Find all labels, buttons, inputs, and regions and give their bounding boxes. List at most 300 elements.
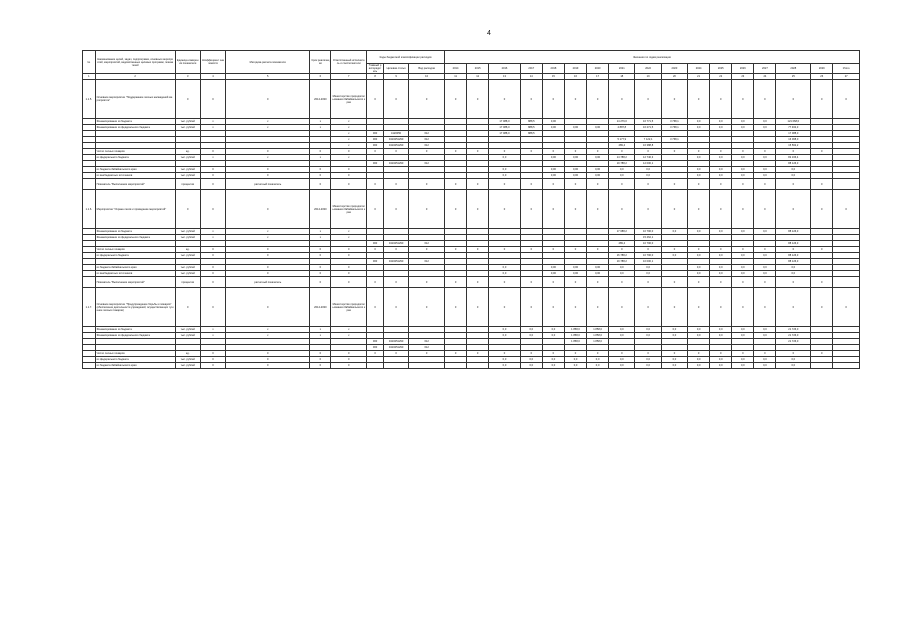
table-cell: 0 [732,179,754,190]
table-cell: 0 [661,247,687,253]
col-header-kbk: Коды бюджетной классификации расходов [367,51,445,64]
table-cell: 0 [688,179,710,190]
table-cell: 0 [587,351,609,357]
table-cell: 0 [489,351,521,357]
table-cell: 0 [310,149,331,155]
table-cell: 12 746,3 [635,155,661,161]
table-cell: 5 177,9 [609,137,635,143]
table-cell: 16 788,2 [609,253,635,259]
table-cell: 0 [331,363,367,369]
table-cell: x [200,229,225,235]
table-cell: x [200,155,225,161]
table-cell: 0 [754,351,776,357]
table-cell: 000 [367,143,384,149]
table-cell: 1.1.6. [83,190,96,229]
table-cell: 0 [175,288,200,327]
table-cell: 0,0 [710,119,732,125]
table-cell: 1 858,0 [564,333,586,339]
table-cell: 0,0 [520,333,542,339]
table-cell: 0 [520,80,542,119]
table-cell: 0 [587,247,609,253]
table-cell: 0,0 [609,167,635,173]
table-cell: x [200,119,225,125]
table-cell: 0 [489,179,521,190]
table-cell: 0,0 [732,155,754,161]
table-cell: 10 796,0 [635,241,661,247]
table-cell: 17 088,0 [489,119,521,125]
table-cell: 1 858,0 [587,339,609,345]
table-cell: 0 [200,173,225,179]
table-cell: x [226,333,310,339]
document-sheet [82,50,860,369]
column-number: 26 [811,74,833,80]
table-cell: 0,0 [710,229,732,235]
table-cell: 0 [367,80,384,119]
table-row [83,288,860,327]
table-cell: 0 [331,351,367,357]
table-cell: 0,0 [754,271,776,277]
table-cell: 0 [661,190,687,229]
table-cell: 0,0 [754,229,776,235]
table-cell: 0,0 [688,229,710,235]
table-cell: 0 [587,277,609,288]
table-cell: ед. [175,149,200,155]
table-cell: 0 [609,351,635,357]
table-cell: 0 [732,351,754,357]
table-cell: 0,0 [635,173,661,179]
table-cell: ед. [175,247,200,253]
table-cell: 0 [226,357,310,363]
table-cell: 0,0 [710,265,732,271]
table-cell: 0,00 [542,265,564,271]
table-cell: 0 [520,149,542,155]
table-cell: ед. [175,351,200,357]
table-cell: 0 [310,351,331,357]
table-cell: тыс. рублей [175,333,200,339]
table-cell: 0,0 [732,271,754,277]
column-number: 8 [367,74,384,80]
table-cell: 0 [175,190,200,229]
table-cell: 0 [200,190,225,229]
table-cell: 0 [226,288,310,327]
table-cell: x [226,119,310,125]
table-cell: 0 [564,80,586,119]
column-number: 24 [754,74,776,80]
table-cell: Число лесных пожаров [95,247,175,253]
table-cell: 4 887,8 [609,125,635,131]
table-cell: 0,00 [542,271,564,277]
table-cell: 000 [367,345,384,351]
total-header: Итого [833,64,860,74]
kbk-subheader: Вид расходов [409,64,445,74]
table-cell: 2014-2030 [310,190,331,229]
table-cell: 0 [383,149,408,155]
table-cell: Число лесных пожаров [95,351,175,357]
table-cell: 0,0 [732,173,754,179]
table-cell: 0,0 [520,327,542,333]
table-cell: 0,0 [635,357,661,363]
table-cell: 0 [489,190,521,229]
column-number: 5 [226,74,310,80]
table-cell: 0,0 [635,167,661,173]
table-cell: x [226,235,310,241]
table-cell: x [226,229,310,235]
table-cell: 0 [635,351,661,357]
table-cell: 0,0 [609,363,635,369]
table-cell: x [331,155,367,161]
table-cell: 0 [710,288,732,327]
table-cell: 0 [710,149,732,155]
column-number: 4 [200,74,225,80]
table-cell: 0 [331,149,367,155]
table-cell: 0 [564,247,586,253]
table-cell: 0 [811,190,833,229]
table-cell: 16 388,8 [635,143,661,149]
table-cell: 0 [661,149,687,155]
year-header: 2029 [811,64,833,74]
table-cell: 000 [367,241,384,247]
table-cell: 0 [310,363,331,369]
table-cell: Число лесных пожаров [95,149,175,155]
table-cell: x [310,235,331,241]
table-row [83,80,860,119]
table-cell: 0,00 [587,271,609,277]
table-cell: 0410251290 [383,161,408,167]
year-header: 2022 [635,64,661,74]
table-cell: 0 [710,80,732,119]
table-cell: 0,0 [710,167,732,173]
table-cell: 0 [467,277,489,288]
table-cell [83,277,96,288]
table-cell: 0 [226,190,310,229]
table-cell: 21 726,0 [776,327,811,333]
table-cell: 2014-2030 [310,80,331,119]
table-cell: тыс. рублей [175,357,200,363]
column-number: 11 [445,74,467,80]
table-cell: 0 [409,277,445,288]
column-number: 14 [520,74,542,80]
table-cell: 0 [200,288,225,327]
table-cell: 10 796,0 [635,229,661,235]
table-cell: 77 462,3 [776,125,811,131]
table-cell: 612 [409,137,445,143]
table-header [83,51,860,74]
table-cell: 0 [367,247,384,253]
table-cell: 15 562,2 [776,143,811,149]
table-cell: 3 768,1 [661,125,687,131]
table-cell: 0 [661,80,687,119]
table-cell: 0 [520,351,542,357]
column-number: 19 [635,74,661,80]
table-cell: 15 462,1 [635,235,661,241]
table-cell: тыс. рублей [175,253,200,259]
table-cell: 0 [200,149,225,155]
table-cell: 0,0 [732,253,754,259]
table-cell: x [331,137,367,143]
table-cell: 0 [200,247,225,253]
table-cell: тыс. рублей [175,235,200,241]
table-cell: 0,00 [542,167,564,173]
col-header-weight: Коэффициент значимости [200,51,225,74]
table-cell: 3 768,1 [661,119,687,125]
table-cell: 0 [445,247,467,253]
table-cell: 0,0 [688,363,710,369]
column-number: 21 [688,74,710,80]
table-cell: x [310,119,331,125]
table-cell: 0 [310,179,331,190]
table-cell: 0,0 [489,265,521,271]
year-header: 2025 [710,64,732,74]
table-cell: 0 [776,247,811,253]
table-cell: Финансирование из бюджета [95,327,175,333]
table-cell: 0,0 [489,173,521,179]
table-cell: 0 [661,351,687,357]
table-cell: 0,0 [776,265,811,271]
table-cell: Министерство природопользования Забайкальского края [331,190,367,229]
table-row [83,190,860,229]
table-cell [811,363,833,369]
table-cell: x [310,229,331,235]
col-header-values: Значения по годам реализации [445,51,860,64]
table-cell: 0 [710,179,732,190]
table-cell: 0,0 [732,327,754,333]
table-cell: 88 126,3 [776,253,811,259]
table-cell: 0 [226,351,310,357]
kbk-subheader: Целевая статья [383,64,408,74]
table-cell: 0,00 [542,173,564,179]
table-cell: 14 788,2 [609,155,635,161]
table-cell: 0,0 [776,173,811,179]
table-cell: 0,00 [587,173,609,179]
table-cell: 612 [409,131,445,137]
table-cell: 0 [587,80,609,119]
table-cell: 0 [754,80,776,119]
column-number: 15 [542,74,564,80]
table-cell: 0410251290 [383,345,408,351]
table-cell: 0,0 [732,357,754,363]
table-cell: 0410251290 [383,259,408,265]
column-number: 2 [95,74,175,80]
table-cell: 0,0 [609,173,635,179]
table-cell: 0,00 [564,173,586,179]
table-cell: из федерального бюджета [95,155,175,161]
table-cell: 1 858,0 [587,333,609,339]
table-cell: 489,4 [609,241,635,247]
table-cell: 0,0 [710,357,732,363]
table-cell: 0 [754,190,776,229]
table-cell: 0 [542,80,564,119]
table-cell: 0 [811,179,833,190]
table-cell: 0,0 [661,229,687,235]
table-cell: 0,0 [754,173,776,179]
table-cell: 0 [200,351,225,357]
table-cell: 10 796,0 [635,253,661,259]
table-cell: 0,00 [564,155,586,161]
table-cell: 0 [520,288,542,327]
year-header: 2020 [587,64,609,74]
table-cell [833,277,860,288]
table-cell [833,179,860,190]
table-cell: 14 276,0 [609,119,635,125]
table-cell: 0 [564,149,586,155]
table-cell: 0 [310,253,331,259]
table-cell: 0,0 [710,333,732,339]
page-number: 4 [487,30,491,37]
table-cell: 0 [609,80,635,119]
table-cell: 0 [688,190,710,229]
table-cell: Основное мероприятие "Предупреждение борьбы и пожаров" (обеспечение деятельности учреждений, осуществляющих тушение лесных пожаров) [95,288,175,327]
table-cell: 0 [833,190,860,229]
table-cell: 0 [542,277,564,288]
table-cell: 0 [754,179,776,190]
column-number: 10 [409,74,445,80]
table-cell [445,363,467,369]
table-cell: 0 [200,357,225,363]
table-cell: 0,00 [564,271,586,277]
column-number: 7 [331,74,367,80]
table-cell: 0 [635,288,661,327]
table-cell: 12 000,1 [635,161,661,167]
table-cell: 0 [489,288,521,327]
table-cell [83,363,96,369]
table-cell: 88 126,3 [776,259,811,265]
table-cell: 19 788,2 [609,161,635,167]
table-cell: из бюджета Забайкальского края [95,167,175,173]
table-cell: 0 [467,351,489,357]
col-header-method: Методика расчета показателя [226,51,310,74]
table-cell: 0 [587,149,609,155]
table-cell: 0 [310,247,331,253]
table-cell: Министерство природопользования Забайкальского края [331,80,367,119]
table-cell: 0 [383,277,408,288]
table-cell: 0,0 [754,327,776,333]
table-cell: 0,00 [542,125,564,131]
table-cell: 0 [542,179,564,190]
table-cell: 612 [409,259,445,265]
table-cell: тыс. рублей [175,229,200,235]
table-cell: 0,0 [732,125,754,131]
table-cell: 0 [489,80,521,119]
table-cell: 0 [367,277,384,288]
table-cell: 0 [331,253,367,259]
col-header-unit: Единица измерения показателя [175,51,200,74]
table-cell: 0410251290 [383,143,408,149]
table-cell: 0 [467,179,489,190]
table-cell: 0 [467,247,489,253]
table-cell: 0 [226,247,310,253]
table-cell: x [200,327,225,333]
col-header-term: Срок реализации [310,51,331,74]
year-header: 2015 [467,64,489,74]
table-cell: 0 [688,277,710,288]
table-cell: 0 [409,288,445,327]
table-cell: x [200,235,225,241]
table-cell: 000 [367,161,384,167]
column-number: 25 [776,74,811,80]
table-cell: x [331,143,367,149]
table-cell: 82 166,4 [776,155,811,161]
table-cell: 0 [776,351,811,357]
table-cell: тыс. рублей [175,327,200,333]
table-cell: x [310,155,331,161]
table-cell: 17 088,2 [609,229,635,235]
table-cell: 0 [383,288,408,327]
table-cell: 612 [409,339,445,345]
table-cell [383,363,408,369]
table-cell: 0 [542,149,564,155]
table-cell: 0 [609,190,635,229]
table-cell: 0 [383,80,408,119]
table-cell: 0,0 [754,333,776,339]
table-cell: 0 [200,179,225,190]
table-cell: 0,0 [710,155,732,161]
table-cell: 0,0 [489,167,521,173]
table-cell: 0 [754,277,776,288]
table-cell: 0 [409,351,445,357]
table-cell: Показатель "Выполнение мероприятий" [95,179,175,190]
table-cell: 0 [564,190,586,229]
table-cell: 0 [331,265,367,271]
table-cell: 0 [200,363,225,369]
column-number: 22 [710,74,732,80]
table-cell: x [226,327,310,333]
table-cell: 0 [226,363,310,369]
column-number: 17 [587,74,609,80]
table-cell: 0,0 [635,265,661,271]
table-cell: 0,0 [688,119,710,125]
table-cell: 4120050 [383,131,408,137]
table-cell: 0 [609,277,635,288]
table-cell: 0,0 [776,363,811,369]
table-cell: 0,0 [542,363,564,369]
table-cell: 0 [635,179,661,190]
table-cell: x [200,333,225,339]
table-cell: 0,0 [732,363,754,369]
year-header: 2018 [542,64,564,74]
table-cell: 88 126,3 [776,229,811,235]
column-number: 20 [661,74,687,80]
table-cell: 121 068,0 [776,119,811,125]
table-cell: 0 [409,190,445,229]
table-cell: 0,0 [587,363,609,369]
table-cell: Показатель "Выполнение мероприятий" [95,277,175,288]
table-cell: 0,0 [688,167,710,173]
table-cell: 0,0 [688,357,710,363]
table-row [83,179,860,190]
year-header: 2019 [564,64,586,74]
column-number: 9 [383,74,408,80]
table-cell: 0,0 [776,357,811,363]
table-cell: x [331,327,367,333]
table-cell: 0 [609,247,635,253]
table-cell: 000 [367,259,384,265]
table-cell: 1 858,0 [564,339,586,345]
table-cell: 17 088,0 [489,131,521,137]
table-cell: 0,0 [661,333,687,339]
table-cell: 0 [445,179,467,190]
table-cell: 0 [331,173,367,179]
table-cell: 0,0 [542,327,564,333]
table-cell: 0 [542,247,564,253]
table-cell: 0,0 [489,333,521,339]
table-cell: x [310,125,331,131]
table-cell: 1.1.7. [83,288,96,327]
table-cell: x [331,235,367,241]
table-cell: 0 [587,288,609,327]
table-cell: 0 [489,149,521,155]
table-cell: 0 [331,167,367,173]
table-cell: x [331,119,367,125]
